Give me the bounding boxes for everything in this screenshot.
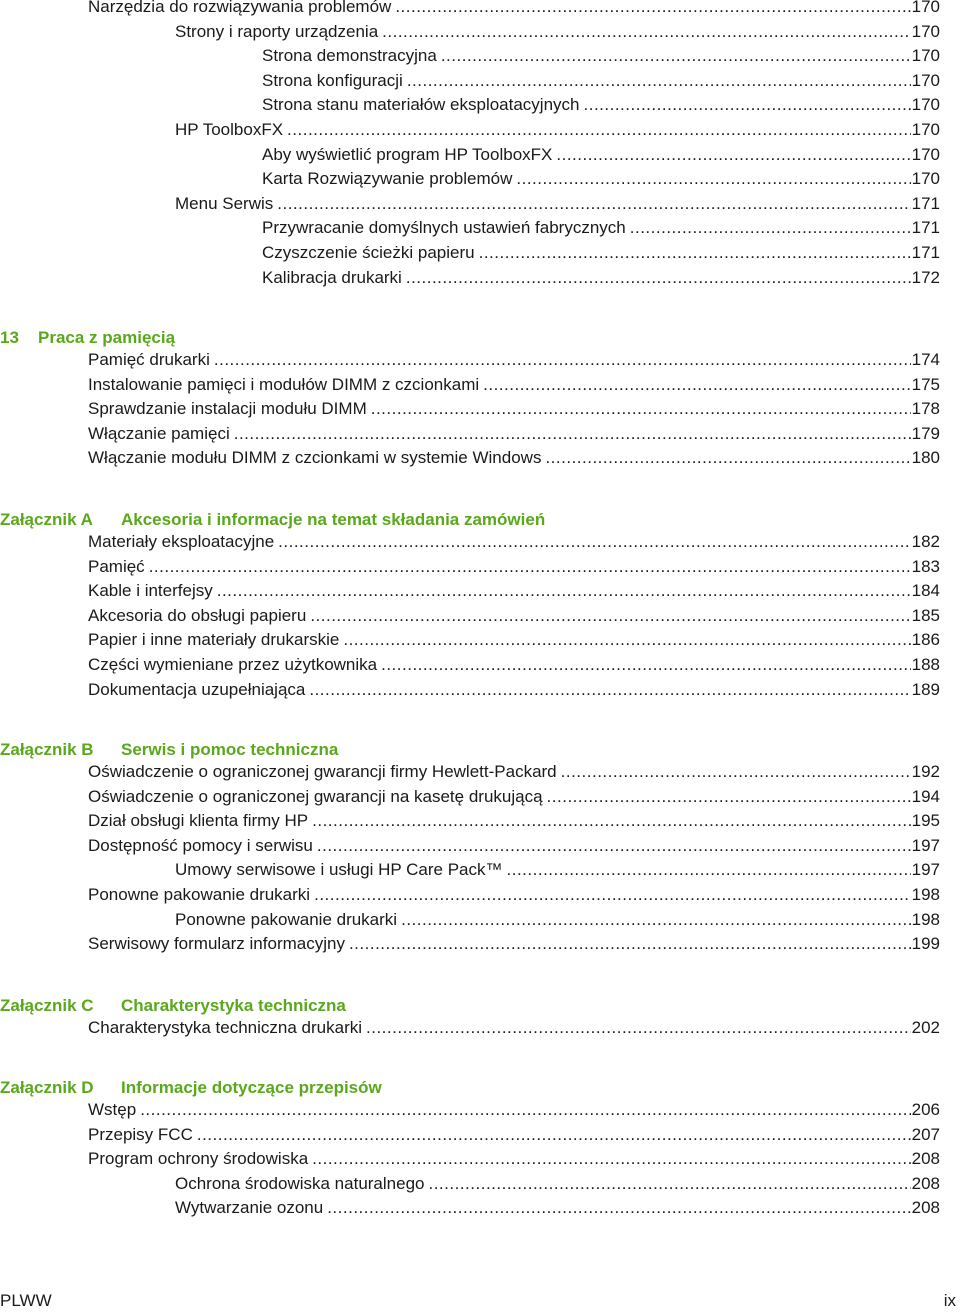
toc-entry-title: Dokumentacja uzupełniająca [88, 680, 306, 699]
toc-entry-page: 170 [911, 22, 940, 41]
toc-entry[interactable] [262, 168, 940, 190]
toc-entry-title: Strona demonstracyjna [262, 46, 437, 65]
toc-entry-title: Ponowne pakowanie drukarki [175, 910, 398, 929]
toc-entry-title: Papier i inne materiały drukarskie [88, 630, 340, 649]
toc-entry-title: Pamięć [88, 557, 145, 576]
dot-leader [401, 909, 911, 931]
toc-entry-title: Oświadczenie o ograniczonej gwarancji na kasetę drukującą [88, 787, 543, 806]
toc-entry-page: 178 [911, 399, 940, 418]
toc-entry-page: 189 [911, 680, 940, 699]
section-label: Załącznik A [0, 510, 93, 529]
section-title: Informacje dotyczące przepisów [121, 1078, 382, 1097]
toc-entry[interactable] [88, 1099, 940, 1121]
toc-entry-page: 197 [911, 836, 940, 855]
toc-entry-page: 184 [911, 581, 940, 600]
dot-leader [545, 447, 910, 469]
dot-leader [556, 144, 910, 166]
toc-entry-title: Strona stanu materiałów eksploatacyjnych [262, 95, 580, 114]
dot-leader [584, 94, 911, 116]
toc-entry[interactable] [88, 556, 940, 578]
toc-entry[interactable] [88, 1017, 940, 1039]
toc-entry[interactable] [262, 45, 940, 67]
toc-entry[interactable] [262, 217, 940, 239]
toc-entry[interactable] [88, 835, 940, 857]
toc-entry-title: Czyszczenie ścieżki papieru [262, 243, 475, 262]
toc-entry[interactable] [88, 933, 940, 955]
toc-entry[interactable] [88, 654, 940, 676]
toc-entry-page: 198 [911, 910, 940, 929]
toc-entry-title: Menu Serwis [175, 194, 274, 213]
toc-entry-page: 208 [911, 1198, 940, 1217]
dot-leader [381, 654, 911, 676]
toc-entry-page: 199 [911, 934, 940, 953]
toc-entry-title: Wytwarzanie ozonu [175, 1198, 324, 1217]
dot-leader [382, 21, 910, 43]
toc-entry-page: 171 [911, 218, 940, 237]
toc-entry-title: Dostępność pomocy i serwisu [88, 836, 313, 855]
toc-entry-title: Akcesoria do obsługi papieru [88, 606, 307, 625]
dot-leader [277, 193, 910, 215]
toc-entry-title: Oświadczenie o ograniczonej gwarancji firmy Hewlett-Packard [88, 762, 557, 781]
dot-leader [507, 859, 911, 881]
toc-entry-page: 175 [911, 375, 940, 394]
toc-entry[interactable] [88, 349, 940, 371]
toc-entry[interactable] [175, 119, 940, 141]
dot-leader [310, 605, 910, 627]
dot-leader [406, 267, 911, 289]
toc-entry-title: Karta Rozwiązywanie problemów [262, 169, 513, 188]
toc-entry-page: 170 [911, 95, 940, 114]
toc-entry-title: Dział obsługi klienta firmy HP [88, 811, 309, 830]
toc-entry-page: 192 [911, 762, 940, 781]
toc-entry-page: 179 [911, 424, 940, 443]
toc-entry-page: 195 [911, 811, 940, 830]
toc-entry-title: Przepisy FCC [88, 1125, 193, 1144]
toc-entry-page: 170 [911, 0, 940, 16]
toc-entry[interactable] [88, 398, 940, 420]
toc-entry-title: Sprawdzanie instalacji modułu DIMM [88, 399, 367, 418]
dot-leader [327, 1197, 910, 1219]
toc-entry[interactable] [88, 629, 940, 651]
toc-entry-title: Narzędzia do rozwiązywania problemów [88, 0, 392, 16]
toc-entry[interactable] [262, 70, 940, 92]
footer-page-number: ix [943, 1291, 956, 1310]
toc-entry-title: Strona konfiguracji [262, 71, 403, 90]
dot-leader [234, 423, 911, 445]
toc-entry-page: 170 [911, 169, 940, 188]
toc-entry-page: 170 [911, 46, 940, 65]
toc-entry[interactable] [262, 242, 940, 264]
toc-entry-title: HP ToolboxFX [175, 120, 284, 139]
toc-entry-title: Ochrona środowiska naturalnego [175, 1174, 425, 1193]
dot-leader [371, 398, 911, 420]
section-heading[interactable] [0, 994, 940, 1018]
toc-entry-title: Kalibracja drukarki [262, 268, 402, 287]
dot-leader [217, 580, 911, 602]
dot-leader [395, 0, 910, 18]
toc-entry-page: 172 [911, 268, 940, 287]
toc-entry[interactable] [88, 786, 940, 808]
toc-entry[interactable] [88, 531, 940, 553]
toc-entry-title: Charakterystyka techniczna drukarki [88, 1018, 363, 1037]
toc-entry-title: Program ochrony środowiska [88, 1149, 309, 1168]
dot-leader [343, 629, 910, 651]
toc-entry[interactable] [262, 144, 940, 166]
toc-entry-page: 182 [911, 532, 940, 551]
dot-leader [441, 45, 911, 67]
toc-entry[interactable] [175, 21, 940, 43]
section-label: Załącznik C [0, 996, 94, 1015]
toc-entry[interactable] [175, 909, 940, 931]
toc-entry[interactable] [88, 761, 940, 783]
dot-leader [516, 168, 910, 190]
dot-leader [479, 242, 911, 264]
toc-entry[interactable] [88, 810, 940, 832]
toc-entry-page: 207 [911, 1125, 940, 1144]
toc-entry-page: 180 [911, 448, 940, 467]
toc-entry-page: 171 [911, 243, 940, 262]
dot-leader [428, 1173, 910, 1195]
toc-entry[interactable] [88, 447, 940, 469]
dot-leader [140, 1099, 910, 1121]
dot-leader [630, 217, 911, 239]
dot-leader [214, 349, 911, 371]
dot-leader [547, 786, 911, 808]
toc-entry-title: Aby wyświetlić program HP ToolboxFX [262, 145, 553, 164]
dot-leader [483, 374, 910, 396]
toc-entry-page: 174 [911, 350, 940, 369]
section-label: Załącznik B [0, 740, 94, 759]
toc-entry-page: 171 [911, 194, 940, 213]
toc-entry[interactable] [88, 374, 940, 396]
section-title: Praca z pamięcią [38, 328, 176, 347]
toc-entry[interactable] [175, 859, 940, 881]
dot-leader [366, 1017, 911, 1039]
section-heading[interactable] [0, 738, 940, 762]
toc-entry-page: 170 [911, 145, 940, 164]
toc-entry-page: 206 [911, 1100, 940, 1119]
dot-leader [149, 556, 911, 578]
toc-entry-title: Instalowanie pamięci i modułów DIMM z czcionkami [88, 375, 480, 394]
toc-entry[interactable] [262, 94, 940, 116]
toc-entry[interactable] [262, 267, 940, 289]
toc-entry[interactable] [88, 423, 940, 445]
toc-entry-title: Części wymieniane przez użytkownika [88, 655, 378, 674]
toc-entry-title: Wstęp [88, 1100, 137, 1119]
dot-leader [287, 119, 911, 141]
toc-entry-title: Serwisowy formularz informacyjny [88, 934, 345, 953]
toc-entry-page: 197 [911, 860, 940, 879]
toc-entry[interactable] [175, 1197, 940, 1219]
toc-entry-page: 194 [911, 787, 940, 806]
toc-entry-page: 186 [911, 630, 940, 649]
toc-entry-page: 208 [911, 1149, 940, 1168]
toc-entry[interactable] [88, 580, 940, 602]
toc-entry-title: Kable i interfejsy [88, 581, 213, 600]
footer-doc-code: PLWW [0, 1291, 52, 1310]
section-label: 13 [0, 328, 19, 347]
section-title: Serwis i pomoc techniczna [121, 740, 339, 759]
section-title: Charakterystyka techniczna [121, 996, 346, 1015]
dot-leader [312, 1148, 910, 1170]
section-heading[interactable] [0, 1076, 940, 1100]
dot-leader [309, 679, 910, 701]
toc-entry-title: Ponowne pakowanie drukarki [88, 885, 311, 904]
toc-entry[interactable] [88, 679, 940, 701]
dot-leader [197, 1124, 911, 1146]
toc-entry[interactable] [88, 884, 940, 906]
toc-entry-title: Pamięć drukarki [88, 350, 210, 369]
toc-entry[interactable] [175, 193, 940, 215]
toc-entry-title: Włączanie pamięci [88, 424, 230, 443]
toc-entry-page: 170 [911, 120, 940, 139]
section-heading[interactable] [0, 326, 940, 350]
toc-entry-page: 183 [911, 557, 940, 576]
toc-entry-page: 188 [911, 655, 940, 674]
toc-entry[interactable] [88, 605, 940, 627]
toc-entry[interactable] [88, 1148, 940, 1170]
toc-entry-page: 202 [911, 1018, 940, 1037]
section-label: Załącznik D [0, 1078, 94, 1097]
dot-leader [314, 884, 911, 906]
toc-entry-title: Strony i raporty urządzenia [175, 22, 379, 41]
dot-leader [561, 761, 911, 783]
toc-entry-title: Przywracanie domyślnych ustawień fabrycznych [262, 218, 626, 237]
toc-entry[interactable] [88, 0, 940, 18]
section-title: Akcesoria i informacje na temat składania zamówień [121, 510, 546, 529]
dot-leader [312, 810, 910, 832]
toc-entry[interactable] [88, 1124, 940, 1146]
dot-leader [317, 835, 911, 857]
dot-leader [278, 531, 910, 553]
toc-entry-title: Materiały eksploatacyjne [88, 532, 275, 551]
dot-leader [407, 70, 911, 92]
toc-entry-title: Umowy serwisowe i usługi HP Care Pack™ [175, 860, 503, 879]
toc-entry-title: Włączanie modułu DIMM z czcionkami w systemie Windows [88, 448, 542, 467]
toc-entry-page: 185 [911, 606, 940, 625]
toc-entry-page: 208 [911, 1174, 940, 1193]
section-heading[interactable] [0, 508, 940, 532]
dot-leader [349, 933, 911, 955]
toc-entry[interactable] [175, 1173, 940, 1195]
toc-entry-page: 198 [911, 885, 940, 904]
toc-entry-page: 170 [911, 71, 940, 90]
